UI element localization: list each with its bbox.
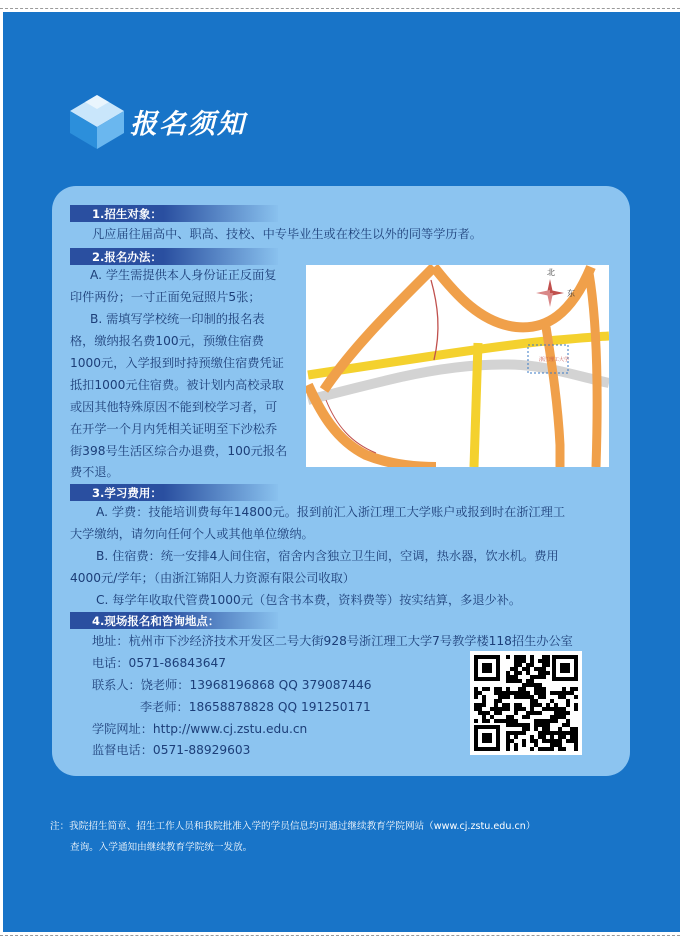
section-text: B. 住宿费：统一安排4人间住宿，宿舍内含独立卫生间，空调，热水器，饮水机。费用 (96, 549, 559, 563)
campus-label: 浙江理工大学 (539, 357, 570, 363)
section-title: 3.学习费用： (92, 486, 162, 500)
qr-code-icon (470, 651, 582, 755)
section-text: 抵扣1000元住宿费。被计划内高校录取 (70, 378, 284, 392)
section-text: 4000元/学年；（由浙江锦阳人力资源有限公司收取） (70, 571, 355, 585)
section-title: 1.招生对象： (92, 207, 162, 221)
footnote-line: 查询。入学通知由继续教育学院统一发放。 (70, 842, 253, 853)
website-text: 学院网址：http://www.cj.zstu.edu.cn (92, 722, 308, 736)
section-text: 大学缴纳，请勿向任何个人或其他单位缴纳。 (70, 527, 314, 541)
compass-east-label: 东 (567, 289, 575, 298)
major-road-far-east (589, 273, 597, 467)
address-text: 地址：杭州市下沙经济技术开发区二号大街928号浙江理工大学7号教学楼118招生办公室 (92, 634, 573, 648)
compass-north-label: 北 (547, 268, 555, 277)
section-text: 格，缴纳报名费100元，预缴住宿费 (70, 334, 264, 348)
page-title: 报名须知 (130, 109, 246, 140)
compass-south-arrow (547, 293, 553, 307)
phone-text: 电话：0571-86843647 (92, 656, 227, 670)
section-heading (70, 612, 278, 629)
qr-code (470, 651, 582, 755)
section-text: C. 每学年收取代管费1000元（包含书本费，资料费等）按实结算，多退少补。 (96, 593, 522, 607)
major-road-east (546, 327, 560, 467)
contact-text: 联系人：饶老师：13968196868 QQ 379087446 (92, 678, 372, 692)
section-text: B. 需填写学校统一印制的报名表 (90, 312, 265, 326)
minor-road (431, 280, 438, 360)
section-heading (70, 484, 278, 501)
section-text: A. 学费：技能培训费每年14800元。报到前汇入浙江理工大学账户或报到时在浙江理工 (96, 505, 566, 519)
section-text: 凡应届往届高中、职高、技校、中专毕业生或在校生以外的同等学历者。 (92, 227, 482, 241)
section-title: 4.现场报名和咨询地点： (92, 614, 220, 628)
section-heading (70, 205, 278, 222)
location-map (306, 265, 609, 467)
hotline-text: 监督电话：0571-88929603 (92, 743, 251, 757)
section-text: 费不退。 (70, 465, 119, 479)
section-text: 1000元，入学报到时持预缴住宿费凭证 (70, 356, 284, 370)
yellow-road-vertical (474, 343, 478, 467)
section-text: 在开学一个月内凭相关证明至下沙松乔 (70, 422, 278, 436)
section-text: A. 学生需提供本人身份证正反面复 (90, 268, 277, 282)
footnote-line: 注：我院招生简章、招生工作人员和我院批准入学的学员信息均可通过继续教育学院网站（www.cj.zstu.edu.cn） (50, 821, 536, 832)
section-title: 2.报名办法： (92, 250, 162, 264)
section-text: 街398号生活区综合办退费，100元报名 (70, 444, 288, 458)
section-heading (70, 248, 278, 265)
section-text: 或因其他特殊原因不能到校学习者，可 (70, 400, 278, 414)
contact-text: 李老师：18658878828 QQ 191250171 (140, 700, 371, 714)
section-text: 印件两份；一寸正面免冠照片5张； (70, 290, 261, 304)
road-map (306, 265, 609, 467)
